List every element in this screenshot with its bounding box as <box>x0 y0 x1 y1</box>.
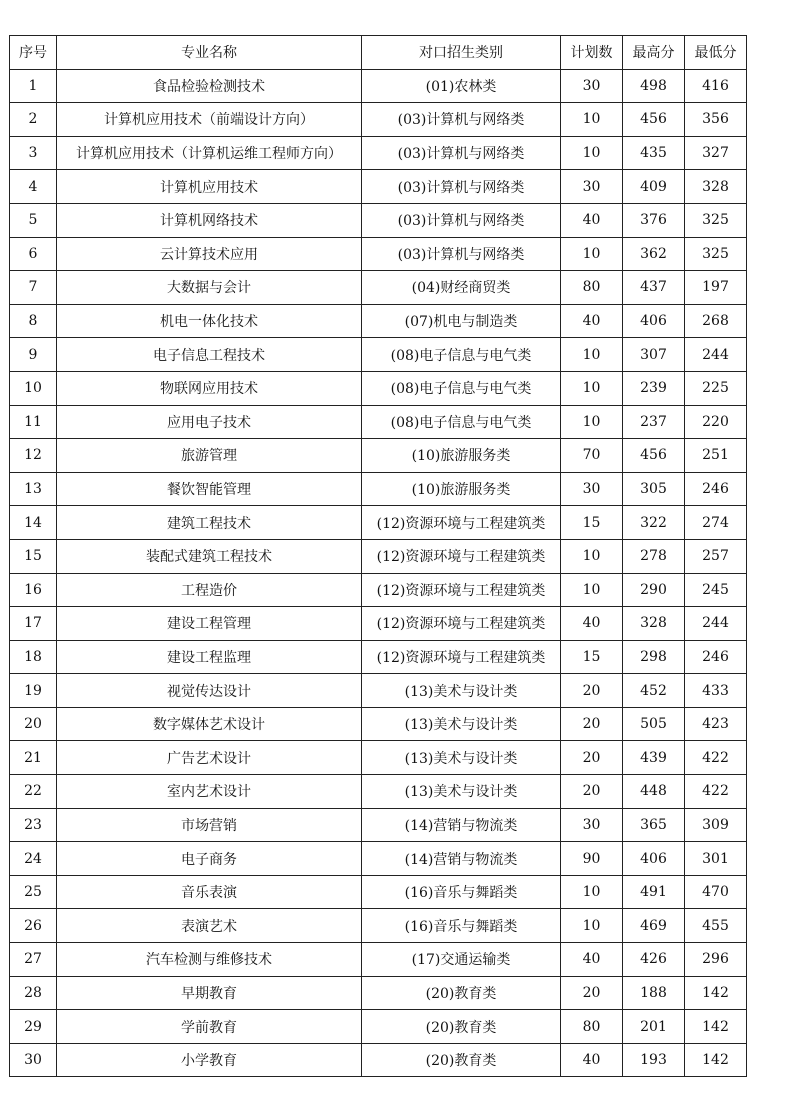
cell-max-score: 365 <box>623 808 685 842</box>
cell-category: (04)财经商贸类 <box>362 271 561 305</box>
cell-major-name: 计算机网络技术 <box>57 203 362 237</box>
table-row <box>10 472 747 506</box>
cell-category: (12)资源环境与工程建筑类 <box>362 607 561 641</box>
cell-index: 25 <box>10 875 57 909</box>
table-row <box>10 875 747 909</box>
cell-major-name: 建筑工程技术 <box>57 506 362 540</box>
cell-index: 16 <box>10 573 57 607</box>
cell-category: (10)旅游服务类 <box>362 439 561 473</box>
cell-index: 7 <box>10 271 57 305</box>
cell-category: (14)营销与物流类 <box>362 842 561 876</box>
cell-max-score: 437 <box>623 271 685 305</box>
table-row <box>10 1043 747 1077</box>
cell-max-score: 456 <box>623 103 685 137</box>
cell-min-score: 244 <box>685 338 747 372</box>
cell-min-score: 455 <box>685 909 747 943</box>
cell-max-score: 448 <box>623 775 685 809</box>
table-row <box>10 741 747 775</box>
cell-index: 29 <box>10 1010 57 1044</box>
table-row <box>10 674 747 708</box>
cell-max-score: 469 <box>623 909 685 943</box>
cell-major-name: 装配式建筑工程技术 <box>57 539 362 573</box>
table-row <box>10 707 747 741</box>
cell-index: 12 <box>10 439 57 473</box>
cell-category: (16)音乐与舞蹈类 <box>362 875 561 909</box>
cell-index: 21 <box>10 741 57 775</box>
cell-major-name: 物联网应用技术 <box>57 371 362 405</box>
cell-major-name: 广告艺术设计 <box>57 741 362 775</box>
cell-index: 18 <box>10 640 57 674</box>
cell-min-score: 142 <box>685 976 747 1010</box>
cell-major-name: 汽车检测与维修技术 <box>57 943 362 977</box>
cell-min-score: 220 <box>685 405 747 439</box>
cell-plan-count: 10 <box>561 909 623 943</box>
header-major-name: 专业名称 <box>57 36 362 70</box>
table-row <box>10 607 747 641</box>
cell-plan-count: 15 <box>561 506 623 540</box>
cell-category: (08)电子信息与电气类 <box>362 371 561 405</box>
cell-index: 30 <box>10 1043 57 1077</box>
cell-min-score: 197 <box>685 271 747 305</box>
cell-index: 4 <box>10 170 57 204</box>
table-row <box>10 405 747 439</box>
cell-plan-count: 30 <box>561 808 623 842</box>
cell-major-name: 餐饮智能管理 <box>57 472 362 506</box>
cell-major-name: 云计算技术应用 <box>57 237 362 271</box>
cell-index: 23 <box>10 808 57 842</box>
cell-min-score: 470 <box>685 875 747 909</box>
table-row <box>10 271 747 305</box>
cell-plan-count: 40 <box>561 203 623 237</box>
cell-major-name: 市场营销 <box>57 808 362 842</box>
cell-max-score: 328 <box>623 607 685 641</box>
cell-category: (03)计算机与网络类 <box>362 203 561 237</box>
cell-max-score: 409 <box>623 170 685 204</box>
cell-max-score: 237 <box>623 405 685 439</box>
cell-min-score: 416 <box>685 69 747 103</box>
cell-major-name: 计算机应用技术 <box>57 170 362 204</box>
admissions-score-table <box>9 35 747 1077</box>
cell-major-name: 食品检验检测技术 <box>57 69 362 103</box>
cell-min-score: 422 <box>685 775 747 809</box>
table-row <box>10 775 747 809</box>
cell-max-score: 201 <box>623 1010 685 1044</box>
table-row <box>10 1010 747 1044</box>
cell-min-score: 356 <box>685 103 747 137</box>
cell-max-score: 456 <box>623 439 685 473</box>
cell-category: (03)计算机与网络类 <box>362 170 561 204</box>
table-row <box>10 640 747 674</box>
cell-major-name: 表演艺术 <box>57 909 362 943</box>
cell-plan-count: 20 <box>561 674 623 708</box>
header-plan-count: 计划数 <box>561 36 623 70</box>
cell-index: 1 <box>10 69 57 103</box>
cell-category: (20)教育类 <box>362 976 561 1010</box>
cell-min-score: 246 <box>685 640 747 674</box>
table-row <box>10 203 747 237</box>
cell-major-name: 计算机应用技术（计算机运维工程师方向） <box>57 136 362 170</box>
cell-index: 26 <box>10 909 57 943</box>
cell-category: (20)教育类 <box>362 1043 561 1077</box>
cell-index: 22 <box>10 775 57 809</box>
cell-min-score: 422 <box>685 741 747 775</box>
cell-max-score: 439 <box>623 741 685 775</box>
cell-max-score: 376 <box>623 203 685 237</box>
table-row <box>10 338 747 372</box>
cell-plan-count: 10 <box>561 875 623 909</box>
cell-major-name: 视觉传达设计 <box>57 674 362 708</box>
table-row <box>10 539 747 573</box>
cell-category: (12)资源环境与工程建筑类 <box>362 573 561 607</box>
cell-index: 10 <box>10 371 57 405</box>
cell-min-score: 423 <box>685 707 747 741</box>
cell-category: (07)机电与制造类 <box>362 304 561 338</box>
cell-min-score: 327 <box>685 136 747 170</box>
cell-min-score: 246 <box>685 472 747 506</box>
cell-min-score: 245 <box>685 573 747 607</box>
cell-major-name: 早期教育 <box>57 976 362 1010</box>
cell-index: 9 <box>10 338 57 372</box>
cell-plan-count: 20 <box>561 707 623 741</box>
cell-max-score: 452 <box>623 674 685 708</box>
table-row <box>10 808 747 842</box>
cell-plan-count: 15 <box>561 640 623 674</box>
cell-major-name: 工程造价 <box>57 573 362 607</box>
cell-min-score: 142 <box>685 1010 747 1044</box>
cell-major-name: 机电一体化技术 <box>57 304 362 338</box>
cell-min-score: 142 <box>685 1043 747 1077</box>
header-index: 序号 <box>10 36 57 70</box>
table-row <box>10 103 747 137</box>
cell-index: 8 <box>10 304 57 338</box>
cell-index: 15 <box>10 539 57 573</box>
cell-major-name: 室内艺术设计 <box>57 775 362 809</box>
cell-min-score: 268 <box>685 304 747 338</box>
cell-plan-count: 10 <box>561 573 623 607</box>
header-category: 对口招生类别 <box>362 36 561 70</box>
cell-plan-count: 30 <box>561 472 623 506</box>
cell-major-name: 建设工程监理 <box>57 640 362 674</box>
cell-category: (03)计算机与网络类 <box>362 237 561 271</box>
cell-max-score: 406 <box>623 842 685 876</box>
cell-index: 19 <box>10 674 57 708</box>
cell-index: 11 <box>10 405 57 439</box>
cell-major-name: 电子信息工程技术 <box>57 338 362 372</box>
cell-max-score: 491 <box>623 875 685 909</box>
cell-min-score: 225 <box>685 371 747 405</box>
cell-index: 3 <box>10 136 57 170</box>
cell-category: (20)教育类 <box>362 1010 561 1044</box>
cell-category: (16)音乐与舞蹈类 <box>362 909 561 943</box>
cell-major-name: 应用电子技术 <box>57 405 362 439</box>
cell-min-score: 325 <box>685 203 747 237</box>
cell-category: (17)交通运输类 <box>362 943 561 977</box>
cell-min-score: 296 <box>685 943 747 977</box>
cell-index: 17 <box>10 607 57 641</box>
cell-max-score: 498 <box>623 69 685 103</box>
table-row <box>10 237 747 271</box>
cell-max-score: 305 <box>623 472 685 506</box>
table-header-row <box>10 36 747 70</box>
cell-category: (08)电子信息与电气类 <box>362 405 561 439</box>
cell-plan-count: 20 <box>561 976 623 1010</box>
header-min-score: 最低分 <box>685 36 747 70</box>
table-row <box>10 439 747 473</box>
cell-min-score: 433 <box>685 674 747 708</box>
cell-major-name: 计算机应用技术（前端设计方向） <box>57 103 362 137</box>
cell-index: 5 <box>10 203 57 237</box>
cell-max-score: 426 <box>623 943 685 977</box>
cell-category: (03)计算机与网络类 <box>362 103 561 137</box>
cell-max-score: 362 <box>623 237 685 271</box>
cell-category: (13)美术与设计类 <box>362 674 561 708</box>
cell-index: 6 <box>10 237 57 271</box>
table-row <box>10 573 747 607</box>
cell-category: (14)营销与物流类 <box>362 808 561 842</box>
cell-max-score: 239 <box>623 371 685 405</box>
cell-index: 13 <box>10 472 57 506</box>
table-body <box>10 69 747 1077</box>
cell-category: (08)电子信息与电气类 <box>362 338 561 372</box>
cell-min-score: 251 <box>685 439 747 473</box>
cell-min-score: 301 <box>685 842 747 876</box>
cell-plan-count: 80 <box>561 271 623 305</box>
cell-plan-count: 10 <box>561 136 623 170</box>
table-row <box>10 976 747 1010</box>
cell-min-score: 257 <box>685 539 747 573</box>
cell-major-name: 数字媒体艺术设计 <box>57 707 362 741</box>
cell-plan-count: 40 <box>561 607 623 641</box>
cell-category: (01)农林类 <box>362 69 561 103</box>
cell-index: 28 <box>10 976 57 1010</box>
table-row <box>10 842 747 876</box>
cell-plan-count: 30 <box>561 170 623 204</box>
cell-max-score: 278 <box>623 539 685 573</box>
cell-category: (03)计算机与网络类 <box>362 136 561 170</box>
cell-plan-count: 40 <box>561 943 623 977</box>
cell-plan-count: 20 <box>561 775 623 809</box>
cell-index: 2 <box>10 103 57 137</box>
cell-plan-count: 10 <box>561 371 623 405</box>
cell-plan-count: 20 <box>561 741 623 775</box>
cell-min-score: 325 <box>685 237 747 271</box>
cell-category: (12)资源环境与工程建筑类 <box>362 640 561 674</box>
cell-plan-count: 40 <box>561 304 623 338</box>
cell-major-name: 学前教育 <box>57 1010 362 1044</box>
cell-min-score: 274 <box>685 506 747 540</box>
cell-min-score: 244 <box>685 607 747 641</box>
cell-max-score: 193 <box>623 1043 685 1077</box>
table-row <box>10 506 747 540</box>
cell-plan-count: 90 <box>561 842 623 876</box>
cell-plan-count: 10 <box>561 103 623 137</box>
cell-index: 24 <box>10 842 57 876</box>
cell-plan-count: 10 <box>561 237 623 271</box>
cell-min-score: 309 <box>685 808 747 842</box>
table-row <box>10 304 747 338</box>
cell-major-name: 大数据与会计 <box>57 271 362 305</box>
cell-index: 27 <box>10 943 57 977</box>
cell-max-score: 406 <box>623 304 685 338</box>
cell-max-score: 290 <box>623 573 685 607</box>
cell-min-score: 328 <box>685 170 747 204</box>
cell-major-name: 旅游管理 <box>57 439 362 473</box>
cell-category: (12)资源环境与工程建筑类 <box>362 506 561 540</box>
table-row <box>10 136 747 170</box>
header-max-score: 最高分 <box>623 36 685 70</box>
cell-plan-count: 80 <box>561 1010 623 1044</box>
cell-plan-count: 10 <box>561 539 623 573</box>
cell-max-score: 188 <box>623 976 685 1010</box>
cell-max-score: 435 <box>623 136 685 170</box>
cell-max-score: 505 <box>623 707 685 741</box>
table-row <box>10 170 747 204</box>
cell-plan-count: 10 <box>561 338 623 372</box>
cell-category: (13)美术与设计类 <box>362 775 561 809</box>
cell-category: (10)旅游服务类 <box>362 472 561 506</box>
cell-index: 14 <box>10 506 57 540</box>
cell-plan-count: 10 <box>561 405 623 439</box>
cell-max-score: 298 <box>623 640 685 674</box>
table-row <box>10 943 747 977</box>
cell-plan-count: 40 <box>561 1043 623 1077</box>
cell-index: 20 <box>10 707 57 741</box>
cell-max-score: 322 <box>623 506 685 540</box>
table-row <box>10 909 747 943</box>
cell-category: (13)美术与设计类 <box>362 707 561 741</box>
cell-plan-count: 70 <box>561 439 623 473</box>
cell-major-name: 电子商务 <box>57 842 362 876</box>
cell-max-score: 307 <box>623 338 685 372</box>
cell-category: (13)美术与设计类 <box>362 741 561 775</box>
cell-plan-count: 30 <box>561 69 623 103</box>
cell-major-name: 音乐表演 <box>57 875 362 909</box>
cell-major-name: 建设工程管理 <box>57 607 362 641</box>
table-row <box>10 69 747 103</box>
cell-major-name: 小学教育 <box>57 1043 362 1077</box>
table-row <box>10 371 747 405</box>
cell-category: (12)资源环境与工程建筑类 <box>362 539 561 573</box>
